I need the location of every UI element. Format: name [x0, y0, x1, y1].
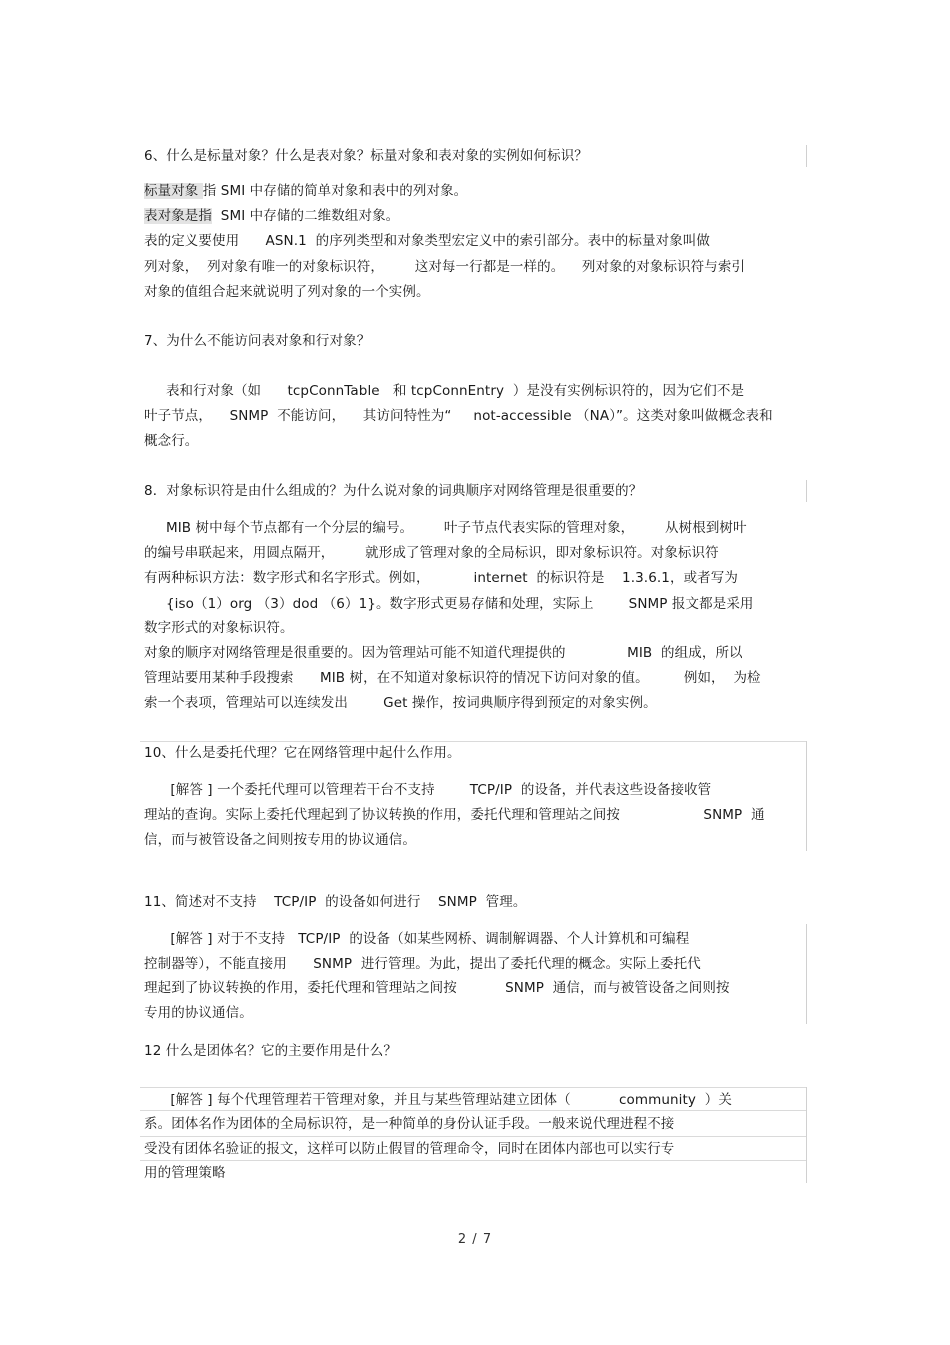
answer-line: 系。团体名作为团体的全局标识符，是一种简单的身份认证手段。一般来说代理进程不接: [144, 1116, 675, 1132]
answer-line: [解答 ] 每个代理管理若干管理对象，并且与某些管理站建立团体（ community ）关: [144, 1092, 732, 1108]
answer-line: 数字形式的对象标识符。: [144, 620, 294, 636]
highlighted-term: 标量对象: [144, 183, 203, 199]
answer-line: 标量对象 指 SMI 中存储的简单对象和表中的列对象。: [144, 183, 468, 199]
rule-line: [140, 1160, 807, 1161]
answer-line: 理站的查询。实际上委托代理起到了协议转换的作用，委托代理和管理站之间按 SNMP 通: [144, 807, 765, 823]
question-8: 8．对象标识符是由什么组成的？为什么说对象的词典顺序对网络管理是很重要的？: [144, 483, 643, 499]
page-number: 2 / 7: [457, 1232, 493, 1247]
answer-line: 叶子节点， SNMP 不能访问， 其访问特性为“ not-accessible （NA）”。这类对象叫做概念表和: [144, 408, 773, 424]
question-10: 10、什么是委托代理？它在网络管理中起什么作用。: [144, 745, 461, 761]
rule-line: [806, 1087, 807, 1183]
answer-line: 对象的顺序对网络管理是很重要的。因为管理站可能不知道代理提供的 MIB 的组成，所以: [144, 645, 743, 661]
rule-line: [806, 924, 807, 1024]
rule-line: [806, 480, 807, 502]
question-6: 6、什么是标量对象？什么是表对象？标量对象和表对象的实例如何标识？: [144, 148, 588, 164]
answer-line: 对象的值组合起来就说明了列对象的一个实例。: [144, 284, 430, 300]
question-12: 12 什么是团体名？它的主要作用是什么？: [144, 1043, 397, 1059]
question-7: 7、为什么不能访问表对象和行对象？: [144, 333, 371, 349]
answer-line: {iso（1）org （3）dod （6）1}。数字形式更易存储和处理，实际上 SNMP 报文都是采用: [144, 596, 754, 612]
answer-line: 理起到了协议转换的作用，委托代理和管理站之间按 SNMP 通信，而与被管设备之间则按: [144, 980, 730, 996]
answer-line: 索一个表项，管理站可以连续发出 Get 操作，按词典顺序得到预定的对象实例。: [144, 695, 657, 711]
answer-line: MIB 树中每个节点都有一个分层的编号。 叶子节点代表实际的管理对象， 从树根到树叶: [144, 520, 747, 536]
rule-line: [806, 145, 807, 167]
answer-line: 受没有团体名验证的报文，这样可以防止假冒的管理命令，同时在团体内部也可以实行专: [144, 1141, 675, 1157]
question-11: 11、简述对不支持 TCP/IP 的设备如何进行 SNMP 管理。: [144, 894, 527, 910]
rule-line: [140, 1136, 807, 1137]
answer-line: 信，而与被管设备之间则按专用的协议通信。: [144, 832, 416, 848]
rule-line: [806, 741, 807, 851]
rule-line: [140, 741, 807, 742]
answer-line: 专用的协议通信。: [144, 1005, 253, 1021]
answer-line: 表和行对象（如 tcpConnTable 和 tcpConnEntry ）是没有实例标识符的，因为它们不是: [144, 383, 745, 399]
rule-line: [140, 1087, 807, 1088]
rule-line: [140, 1110, 807, 1111]
answer-line: [解答 ] 对于不支持 TCP/IP 的设备（如某些网桥、调制解调器、个人计算机和可编程: [144, 931, 690, 947]
answer-line: 表的定义要使用 ASN.1 的序列类型和对象类型宏定义中的索引部分。表中的标量对象叫做: [144, 233, 711, 249]
answer-line: 的编号串联起来，用圆点隔开， 就形成了管理对象的全局标识，即对象标识符。对象标识符: [144, 545, 719, 561]
answer-line: 控制器等），不能直接用 SNMP 进行管理。为此，提出了委托代理的概念。实际上委托代: [144, 956, 701, 972]
answer-line: 用的管理策略: [144, 1165, 226, 1181]
answer-line: 管理站要用某种手段搜索 MIB 树，在不知道对象标识符的情况下访问对象的值。 例如， 为检: [144, 670, 761, 686]
answer-line: 概念行。: [144, 433, 199, 449]
answer-line: [解答 ] 一个委托代理可以管理若干台不支持 TCP/IP 的设备，并代表这些设备接收管: [144, 782, 712, 798]
answer-line: 列对象， 列对象有唯一的对象标识符， 这对每一行都是一样的。 列对象的对象标识符与索引: [144, 259, 746, 275]
highlighted-term: 表对象是指: [144, 208, 212, 224]
answer-line: 有两种标识方法：数字形式和名字形式。例如， internet 的标识符是 1.3.6.1，或者写为: [144, 570, 738, 586]
answer-line: 表对象是指 SMI 中存储的二维数组对象。: [144, 208, 400, 224]
